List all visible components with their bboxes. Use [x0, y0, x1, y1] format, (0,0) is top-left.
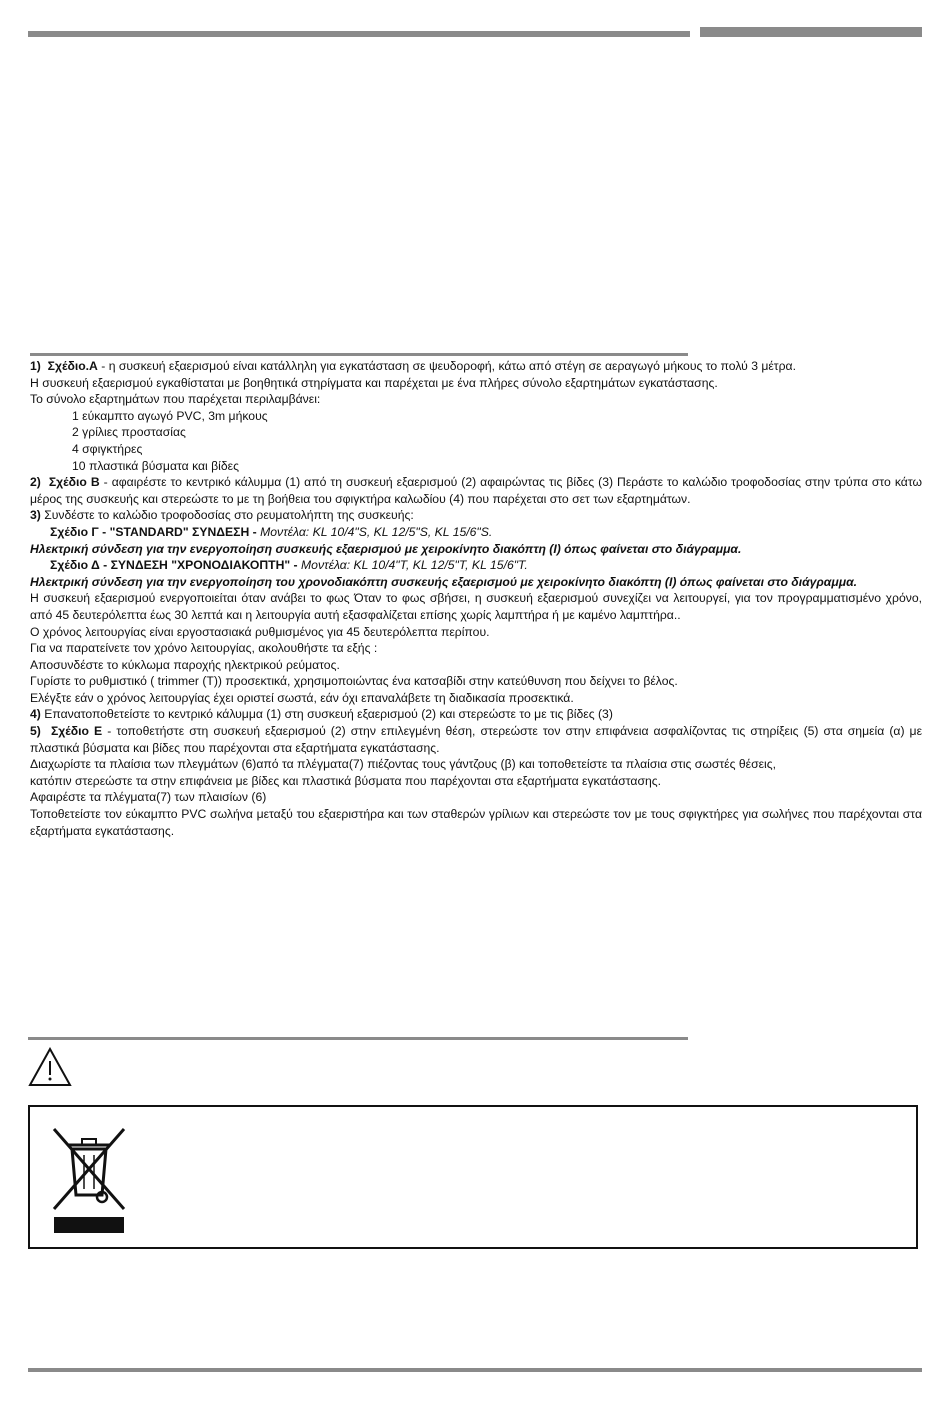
mounting-paragraph: Η συσκευή εξαερισμού εγκαθίσταται με βοηθητικά στηρίγματα και παρέχεται με ένα πλήρες σύνολο εξαρτημάτων εγκατάστασης. — [30, 375, 718, 390]
step-5-text: - τοποθετήστε στη συσκευή εξαερισμού (2) στην επιλεγμένη θέση, στερεώστε τον στην επιφάνεια ασφαλίζοντας τις στηρίξεις (5) στα σημεία (α) με πλαστικά βύσματα και βίδες που παρέχονται στα εξαρτήματα εγκατάστασης. — [30, 724, 922, 755]
step-2-text: - αφαιρέστε το κεντρικό κάλυμμα (1) από τη συσκευή εξαερισμού (2) αφαιρώντας τις βίδες (3) Περάστε το καλώδιο τροφοδοσίας στην τρύπα στο κάτω μέρος της συσκευής και στερεώστε το με τη βοήθεια του σφιγκτήρα καλωδίου (4) που παρέχεται στο σετ των εξαρτημάτων. — [30, 475, 922, 506]
footer-rule — [28, 1368, 922, 1372]
step-4-text: Επανατοποθετείστε το κεντρικό κάλυμμα (1) στη συσκευή εξαερισμού (2) και στερεώστε το με τις βίδες (3) — [40, 707, 613, 722]
step-4-number: 4) — [30, 707, 41, 722]
step-3-paragraph — [30, 507, 922, 524]
step-5-detail: Τοποθετείστε τον εύκαμπτο PVC σωλήνα μεταξύ του εξαεριστήρα και των σταθερών γρίλιων και στερεώστε τον με τους σφιγκτήρες για σωλήνες που παρέχονται στα εξαρτήματα εγκατάστασης. — [30, 807, 922, 838]
scheme-g-lead: Σχέδιο Γ - "STANDARD" ΣΥΝΔΕΣΗ - — [50, 524, 261, 539]
step-4-paragraph — [30, 706, 922, 723]
kit-item: 4 σφιγκτήρες — [72, 441, 143, 456]
kit-item: 2 γρίλιες προστασίας — [72, 425, 186, 440]
step-2-lead: Σχέδιο Β — [48, 475, 100, 490]
timer-paragraph: Η συσκευή εξαερισμού ενεργοποιείται όταν ανάβει το φως Όταν το φως σβήσει, η συσκευή εξαερισμού συνεχίζει να λειτουργεί, για τον προγραμματισμένο χρόνο, από 45 δευτερόλεπτα έως 30 λεπτά και η λειτουργία αυτή εξασφαλίζεται επίσης χωρίς λαμπτήρα ή με καμένο λαμπτήρα.. — [30, 591, 922, 622]
step-5-detail: κατόπιν στερεώστε τα στην επιφάνεια με βίδες και πλαστικά βύσματα που παρέχονται στα εξαρτήματα εγκατάστασης. — [30, 773, 661, 788]
kit-intro: Το σύνολο εξαρτημάτων που παρέχεται περιλαμβάνει: — [30, 392, 321, 407]
step-3-text: Συνδέστε το καλώδιο τροφοδοσίας στο ρευματολήπτη της συσκευής: — [40, 508, 414, 523]
step-1-paragraph — [30, 358, 922, 375]
timer-paragraph: Για να παρατείνετε τον χρόνο λειτουργίας, ακολουθήστε τα εξής : — [30, 641, 378, 656]
scheme-g-note: Ηλεκτρική σύνδεση για την ενεργοποίηση συσκευής εξαερισμού με χειροκίνητο διακόπτη (I) όπως φαίνεται στο διάγραμμα. — [30, 541, 742, 556]
crossed-out-bin-icon — [44, 1121, 130, 1233]
scheme-d-note: Ηλεκτρική σύνδεση για την ενεργοποίηση του χρονοδιακόπτη συσκευής εξαερισμού με χειροκίνητο διακόπτη (I) όπως φαίνεται στο διάγραμμα. — [30, 574, 858, 589]
step-5-paragraph — [30, 723, 922, 756]
step-3-number: 3) — [30, 508, 41, 523]
header-rule-left — [28, 31, 690, 37]
scheme-d-models: Μοντέλα: KL 10/4"T, KL 12/5"T, KL 15/6"T. — [301, 558, 528, 573]
timer-paragraph: Ελέγξτε εάν ο χρόνος λειτουργίας έχει οριστεί σωστά, εάν όχι επαναλάβετε τη διαδικασία προσεκτικά. — [30, 690, 574, 705]
scheme-d-line — [30, 557, 922, 574]
timer-paragraph: Ο χρόνος λειτουργίας είναι εργοστασιακά ρυθμισμένος για 45 δευτερόλεπτα περίπου. — [30, 624, 490, 639]
step-1-lead: Σχέδιο.Α — [47, 359, 98, 373]
scheme-d-lead: Σχέδιο Δ - ΣΥΝΔΕΣΗ "ΧΡΟΝΟΔΙΑΚΟΠΤΗ" - — [50, 558, 302, 573]
step-5-detail: Αφαιρέστε τα πλέγματα(7) των πλαισίων (6) — [30, 790, 267, 805]
step-2-number: 2) — [30, 475, 41, 490]
timer-paragraph: Γυρίστε το ρυθμιστικό ( trimmer (T)) προσεκτικά, χρησιμοποιώντας ένα κατσαβίδι στην κατεύθυνση που δείχνει το βέλος. — [30, 674, 678, 689]
installation-instructions — [30, 358, 922, 839]
step-2-paragraph — [30, 474, 922, 507]
scheme-g-models: Μοντέλα: KL 10/4"S, KL 12/5"S, KL 15/6"S. — [260, 524, 493, 539]
scheme-g-line — [30, 524, 922, 541]
warning-triangle-icon — [28, 1047, 72, 1087]
step-1-text: - η συσκευή εξαερισμού είναι κατάλληλη για εγκατάσταση σε ψευδοροφή, κάτω από στέγη σε αεραγωγό μήκους το πολύ 3 μέτρα. — [97, 359, 796, 373]
step-5-lead: Σχέδιο Ε — [50, 724, 103, 739]
header-rule-right — [700, 27, 922, 37]
timer-paragraph: Αποσυνδέστε το κύκλωμα παροχής ηλεκτρικού ρεύματος. — [30, 657, 340, 672]
section-rule-top — [30, 353, 688, 356]
kit-item: 1 εύκαμπτο αγωγό PVC, 3m μήκους — [72, 408, 268, 423]
kit-item: 10 πλαστικά βύσματα και βίδες — [72, 458, 239, 473]
step-5-number: 5) — [30, 724, 41, 739]
weee-disposal-box — [28, 1105, 918, 1249]
section-rule-bottom — [28, 1037, 688, 1040]
step-1-number: 1) — [30, 359, 41, 373]
step-5-detail: Διαχωρίστε τα πλαίσια των πλεγμάτων (6)από τα πλέγματα(7) πιέζοντας τους γάντζους (β) και τοποθετείστε τα πλαίσια στις σωστές θέσεις, — [30, 757, 777, 772]
